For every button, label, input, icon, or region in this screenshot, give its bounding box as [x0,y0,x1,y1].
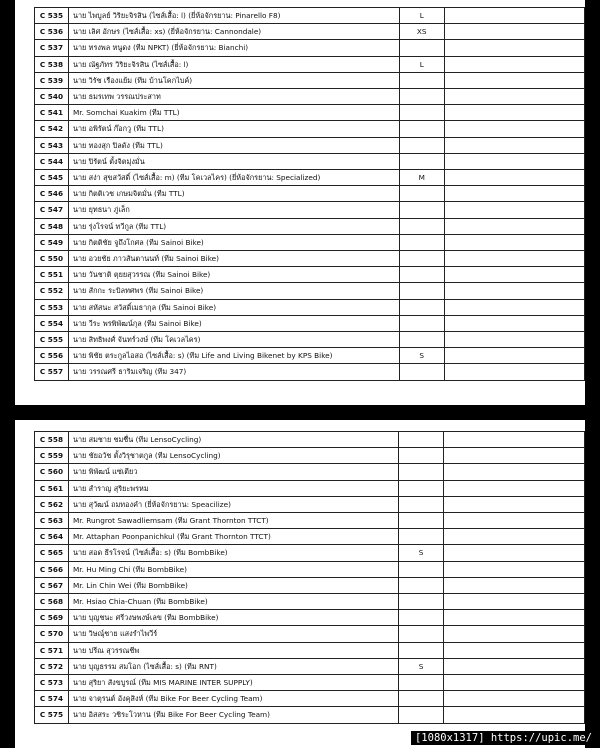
table-row [35,8,585,24]
table-row [35,675,585,691]
participant-name-cell: นาย พิพัฒน์ แซ่เตียว [68,464,398,480]
table-row [35,529,585,545]
shirt-size-cell [398,707,443,723]
blank-column-cell [444,675,585,691]
blank-column-cell [444,432,585,448]
shirt-size-cell: S [399,348,444,364]
blank-column-cell [444,348,584,364]
bib-number-cell: C 561 [35,480,69,496]
blank-column-cell [444,186,584,202]
table-row [35,299,585,315]
blank-column-cell [444,170,584,186]
table-row [35,121,585,137]
bib-number-cell: C 564 [35,529,69,545]
bib-number-cell: C 567 [35,577,69,593]
bib-number-cell: C 566 [35,561,69,577]
table-row [35,186,585,202]
shirt-size-cell [399,153,444,169]
blank-column-cell [444,626,585,642]
participant-name-cell: นาย บุญชนะ ศรีวงษพงษ์เลข (ทีม BombBike) [68,610,398,626]
participant-name-cell: นาย ทองสุก ปิลดัง (ทีม TTL) [68,137,399,153]
shirt-size-cell [399,72,444,88]
blank-column-cell [444,72,584,88]
bib-number-cell: C 570 [35,626,69,642]
shirt-size-cell [398,432,443,448]
participant-name-cell: นาย อิสสระ วชิระโวหาน (ทีม Bike For Beer Cycling Team) [68,707,398,723]
participant-name-cell: นาย กิตติเวช เกษมจิตมั่น (ทีม TTL) [68,186,399,202]
table-row [35,40,585,56]
shirt-size-cell [398,480,443,496]
blank-column-cell [444,202,584,218]
participant-name-cell: นาย ไพบูลย์ วิริยะจิรสิน (ไซส์เสื้อ: l) (ยี่ห้อจักรยาน: Pinarello F8) [68,8,399,24]
table-row [35,545,585,561]
participant-name-cell: นาย วิรัช เรืองแย้ม (ทีม บ้านโคกไบค์) [68,72,399,88]
shirt-size-cell [399,121,444,137]
participant-name-cell: นาย สักกะ ระบิลทศพร (ทีม Sainoi Bike) [68,283,399,299]
shirt-size-cell [399,105,444,121]
table-row [35,105,585,121]
blank-column-cell [444,561,585,577]
participant-table-1 [34,7,585,381]
blank-column-cell [444,464,585,480]
table-row [35,348,585,364]
bib-number-cell: C 547 [35,202,69,218]
blank-column-cell [444,364,584,380]
blank-column-cell [444,56,584,72]
participant-name-cell: นาย วิษณุ์ชาย แสงรำไพวีร์ [68,626,398,642]
shirt-size-cell [398,675,443,691]
blank-column-cell [444,332,584,348]
table-row [35,251,585,267]
shirt-size-cell [398,610,443,626]
participant-name-cell: นาย ณัฐภัทร วิริยะจิรสิน (ไซส์เสื้อ: l) [68,56,399,72]
bib-number-cell: C 552 [35,283,69,299]
participant-name-cell: นาย วรรณศรี ธาริมเจริญ (ทีม 347) [68,364,399,380]
participant-name-cell: นาย ปรีณ สุวรรณชีพ [68,642,398,658]
blank-column-cell [444,577,585,593]
shirt-size-cell: M [399,170,444,186]
bib-number-cell: C 554 [35,315,69,331]
bib-number-cell: C 571 [35,642,69,658]
shirt-size-cell [398,691,443,707]
participant-name-cell: นาย สุวัฒน์ ถมทองคำ (ยี่ห้อจักรยาน: Speacilize) [68,496,398,512]
participant-name-cell: นาย ธมรเทพ วรรณประสาท [68,89,399,105]
participant-name-cell: Mr. Rungrot Sawadliemsam (ทีม Grant Thornton TTCT) [68,513,398,529]
bib-number-cell: C 563 [35,513,69,529]
table-row [35,89,585,105]
participant-name-cell: Mr. Lin Chin Wei (ทีม BombBike) [68,577,398,593]
bib-number-cell: C 550 [35,251,69,267]
bib-number-cell: C 558 [35,432,69,448]
participant-name-cell: Mr. Hsiao Chia-Chuan (ทีม BombBike) [68,594,398,610]
table-row [35,234,585,250]
blank-column-cell [444,658,585,674]
bib-number-cell: C 535 [35,8,69,24]
shirt-size-cell [399,283,444,299]
bib-number-cell: C 557 [35,364,69,380]
shirt-size-cell [398,464,443,480]
participant-name-cell: นาย เลิศ อักษร (ไซส์เสื้อ: xs) (ยี่ห้อจักรยาน: Cannondale) [68,24,399,40]
blank-column-cell [444,267,584,283]
shirt-size-cell [398,626,443,642]
blank-column-cell [444,105,584,121]
shirt-size-cell [398,513,443,529]
participant-name-cell: นาย รุ่งโรจน์ ทวีกูล (ทีม TTL) [68,218,399,234]
table-row [35,267,585,283]
table-row [35,218,585,234]
shirt-size-cell [399,315,444,331]
bib-number-cell: C 536 [35,24,69,40]
shirt-size-cell [398,642,443,658]
participant-name-cell: นาย สำราญ สุริยะพรหม [68,480,398,496]
bib-number-cell: C 548 [35,218,69,234]
shirt-size-cell [399,89,444,105]
table-row [35,448,585,464]
blank-column-cell [444,594,585,610]
table-row [35,480,585,496]
bib-number-cell: C 546 [35,186,69,202]
shirt-size-cell [398,496,443,512]
bib-number-cell: C 572 [35,658,69,674]
table-row [35,72,585,88]
document-page-1 [15,0,585,405]
shirt-size-cell [398,448,443,464]
shirt-size-cell [399,299,444,315]
shirt-size-cell [398,529,443,545]
bib-number-cell: C 568 [35,594,69,610]
participant-name-cell: นาย อพิรัตน์ ก๊อกวู (ทีม TTL) [68,121,399,137]
participant-name-cell: นาย ทรงพล หนูดง (ทีม NPKT) (ยี่ห้อจักรยาน: Bianchi) [68,40,399,56]
bib-number-cell: C 538 [35,56,69,72]
table-row [35,561,585,577]
blank-column-cell [444,8,584,24]
participant-name-cell: นาย ปิรัตน์ ตั้งจิตมุ่งมั่น [68,153,399,169]
table-row [35,56,585,72]
blank-column-cell [444,137,584,153]
blank-column-cell [444,545,585,561]
shirt-size-cell [399,186,444,202]
participant-name-cell: นาย สง่า สุขสวัสดิ์ (ไซส์เสื้อ: m) (ทีม โคเวลไคร) (ยี่ห้อจักรยาน: Specialized) [68,170,399,186]
shirt-size-cell: L [399,8,444,24]
bib-number-cell: C 560 [35,464,69,480]
table-row [35,594,585,610]
table-row [35,283,585,299]
table-row [35,364,585,380]
blank-column-cell [444,707,585,723]
table-row [35,137,585,153]
blank-column-cell [444,40,584,56]
participant-name-cell: นาย ชัยอวัช ตั้งวิรุชาตกูล (ทีม LensoCycling) [68,448,398,464]
participant-table-body [35,8,585,381]
table-row [35,610,585,626]
participant-table-2 [34,431,585,724]
bib-number-cell: C 542 [35,121,69,137]
table-row [35,170,585,186]
shirt-size-cell [399,234,444,250]
blank-column-cell [444,315,584,331]
table-row [35,332,585,348]
blank-column-cell [444,24,584,40]
table-row [35,432,585,448]
participant-name-cell: นาย สหัสนะ สวัสดิ์เมธากุล (ทีม Sainoi Bike) [68,299,399,315]
participant-name-cell: นาย วันชาติ ตุยยสุวรรณ (ทีม Sainoi Bike) [68,267,399,283]
bib-number-cell: C 549 [35,234,69,250]
blank-column-cell [444,234,584,250]
participant-name-cell: นาย สอด ธีรโรจน์ (ไซส์เสื้อ: s) (ทีม BombBike) [68,545,398,561]
blank-column-cell [444,448,585,464]
table-row [35,658,585,674]
shirt-size-cell [399,332,444,348]
participant-name-cell: Mr. Hu Ming Chi (ทีม BombBike) [68,561,398,577]
shirt-size-cell [399,137,444,153]
blank-column-cell [444,283,584,299]
shirt-size-cell: L [399,56,444,72]
participant-name-cell: นาย สิทธิพงศ์ จันทร์วงษ์ (ทีม โคเวลไคร) [68,332,399,348]
bib-number-cell: C 540 [35,89,69,105]
blank-column-cell [444,642,585,658]
participant-name-cell: นาย บุญธรรม สมโอก (ไซส์เสื้อ: s) (ทีม RNT) [68,658,398,674]
blank-column-cell [444,513,585,529]
blank-column-cell [444,496,585,512]
shirt-size-cell [399,364,444,380]
participant-name-cell: Mr. Attaphan Poonpanichkul (ทีม Grant Thornton TTCT) [68,529,398,545]
shirt-size-cell [399,202,444,218]
bib-number-cell: C 575 [35,707,69,723]
bib-number-cell: C 543 [35,137,69,153]
shirt-size-cell [398,577,443,593]
participant-name-cell: นาย วีระ พรพิพัฒน์กุล (ทีม Sainoi Bike) [68,315,399,331]
bib-number-cell: C 553 [35,299,69,315]
participant-name-cell: นาย สุริยา สังขบูรณ์ (ทีม MIS MARINE INTER SUPPLY) [68,675,398,691]
bib-number-cell: C 541 [35,105,69,121]
participant-name-cell: นาย กิตติชัย จูถึงโกศล (ทีม Sainoi Bike) [68,234,399,250]
blank-column-cell [444,89,584,105]
blank-column-cell [444,480,585,496]
blank-column-cell [444,251,584,267]
participant-name-cell: นาย อวยชัย ภาวสันตานนท์ (ทีม Sainoi Bike) [68,251,399,267]
blank-column-cell [444,529,585,545]
bib-number-cell: C 562 [35,496,69,512]
bib-number-cell: C 551 [35,267,69,283]
table-row [35,464,585,480]
shirt-size-cell [399,218,444,234]
bib-number-cell: C 544 [35,153,69,169]
shirt-size-cell [399,251,444,267]
bib-number-cell: C 569 [35,610,69,626]
bib-number-cell: C 573 [35,675,69,691]
shirt-size-cell [399,267,444,283]
participant-name-cell: นาย จาตุรนต์ อังคุสิงห์ (ทีม Bike For Beer Cycling Team) [68,691,398,707]
table-row [35,642,585,658]
table-row [35,513,585,529]
table-row [35,153,585,169]
table-row [35,691,585,707]
shirt-size-cell [398,561,443,577]
bib-number-cell: C 574 [35,691,69,707]
table-row [35,496,585,512]
shirt-size-cell [398,594,443,610]
bib-number-cell: C 565 [35,545,69,561]
blank-column-cell [444,610,585,626]
table-row [35,626,585,642]
bib-number-cell: C 537 [35,40,69,56]
participant-name-cell: Mr. Somchai Kuakim (ทีม TTL) [68,105,399,121]
bib-number-cell: C 555 [35,332,69,348]
participant-name-cell: นาย สมชาย ชมชื่น (ทีม LensoCycling) [68,432,398,448]
table-row [35,24,585,40]
table-row [35,577,585,593]
table-row [35,202,585,218]
participant-name-cell: นาย ยุทธนา ภู่เล็ก [68,202,399,218]
bib-number-cell: C 559 [35,448,69,464]
participant-name-cell: นาย พิชัย ตระกูลไอสอ (ไซส์เสื้อ: s) (ทีม Life and Living Bikenet by KPS Bike) [68,348,399,364]
bib-number-cell: C 539 [35,72,69,88]
blank-column-cell [444,299,584,315]
table-row [35,707,585,723]
blank-column-cell [444,691,585,707]
document-page-2 [15,420,585,748]
blank-column-cell [444,153,584,169]
table-row [35,315,585,331]
blank-column-cell [444,121,584,137]
image-size-watermark: [1080x1317] https://upic.me/ [411,731,596,745]
blank-column-cell [444,218,584,234]
bib-number-cell: C 556 [35,348,69,364]
shirt-size-cell: S [398,658,443,674]
bib-number-cell: C 545 [35,170,69,186]
shirt-size-cell: S [398,545,443,561]
shirt-size-cell: XS [399,24,444,40]
participant-table-body [35,432,585,724]
shirt-size-cell [399,40,444,56]
